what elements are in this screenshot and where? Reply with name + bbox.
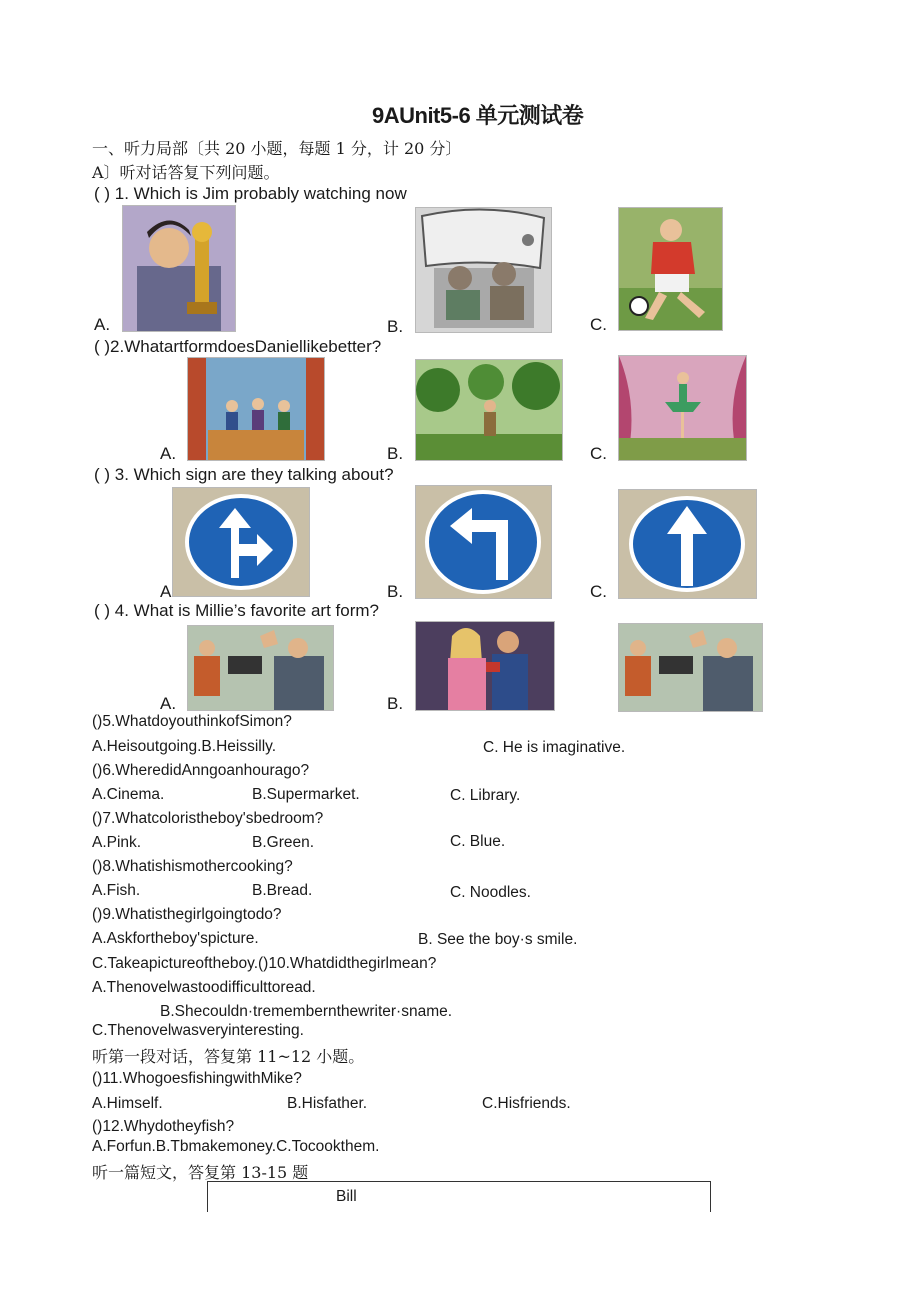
question-6: ()6.WheredidAnngoanhourago? xyxy=(92,762,310,779)
q2-option-c-label: C. xyxy=(590,444,607,463)
q10-option-a: A.Thenovelwastoodifficulttoread. xyxy=(92,979,316,996)
q2-option-a-label: A. xyxy=(160,444,177,463)
q3-image-a-straight-or-right-sign xyxy=(172,487,310,597)
q1-option-a-label: A. xyxy=(94,315,111,334)
q9-option-b: B. See the boy·s smile. xyxy=(418,931,578,948)
q6-option-a: A.Cinema. xyxy=(92,786,165,803)
q5-option-c: C. He is imaginative. xyxy=(483,739,626,756)
q1-option-c-label: C. xyxy=(590,315,607,334)
q6-option-c: C. Library. xyxy=(450,787,521,804)
q3-option-a-label: A xyxy=(160,582,172,601)
q12-options: A.Forfun.B.Tbmakemoney.C.Tocookthem. xyxy=(92,1138,380,1155)
question-3: ( ) 3. Which sign are they talking about? xyxy=(94,465,394,484)
section-heading-listening: 一、听力局部〔共 20 小题，每题 1 分，计 20 分〕 xyxy=(92,139,462,158)
section-heading-dialog: 听第一段对话，答复第 11~12 小题。 xyxy=(92,1047,365,1066)
q1-option-b-label: B. xyxy=(387,317,404,336)
question-2: ( )2.WhatartformdoesDaniellikebetter? xyxy=(94,337,382,356)
question-5: ()5.WhatdoyouthinkofSimon? xyxy=(92,713,292,730)
q9-option-c-and-question-10: C.Takeapictureoftheboy.()10.Whatdidthegirlmean? xyxy=(92,955,437,972)
question-1: ( ) 1. Which is Jim probably watching now xyxy=(94,184,407,203)
q4-image-b-stage-actors xyxy=(415,621,555,711)
q1-image-a-man-with-trophy xyxy=(122,205,236,332)
q2-option-b-label: B. xyxy=(387,444,404,463)
q5-options-ab: A.Heisoutgoing.B.Heissilly. xyxy=(92,738,277,755)
question-8: ()8.Whatishismothercooking? xyxy=(92,858,293,875)
q3-option-c-label: C. xyxy=(590,582,607,601)
q11-option-a: A.Himself. xyxy=(92,1095,163,1112)
q1-image-b-people-watching-tv xyxy=(415,207,552,333)
question-9: ()9.Whatisthegirlgoingtodo? xyxy=(92,906,282,923)
q4-image-a-film-shooting xyxy=(187,625,334,711)
section-heading-passage: 听一篇短文，答复第 13-15 题 xyxy=(92,1163,309,1182)
q3-image-b-turn-left-sign xyxy=(415,485,552,599)
q7-option-c: C. Blue. xyxy=(450,833,506,850)
question-4: ( ) 4. What is Millie’s favorite art form? xyxy=(94,601,379,620)
q1-image-c-football-player xyxy=(618,207,723,331)
q8-option-b: B.Bread. xyxy=(252,882,313,899)
q4-image-c-film-shooting xyxy=(618,623,763,712)
table-header-cell: Bill xyxy=(336,1188,357,1205)
q7-option-a: A.Pink. xyxy=(92,834,142,851)
q3-option-b-label: B. xyxy=(387,582,404,601)
q2-image-a-band-on-stage xyxy=(187,357,325,461)
q4-option-a-label: A. xyxy=(160,694,177,713)
question-12: ()12.Whydotheyfish? xyxy=(92,1118,235,1135)
q11-option-b: B.Hisfather. xyxy=(287,1095,368,1112)
q3-image-c-straight-ahead-sign xyxy=(618,489,757,599)
q7-option-b: B.Green. xyxy=(252,834,315,851)
question-7: ()7.Whatcoloristheboy'sbedroom? xyxy=(92,810,324,827)
q10-option-c: C.Thenovelwasveryinteresting. xyxy=(92,1022,304,1039)
passage-table xyxy=(207,1181,711,1212)
q2-image-c-ballet-dancer xyxy=(618,355,747,461)
question-11: ()11.WhogoesfishingwithMike? xyxy=(92,1070,302,1087)
q11-option-c: C.Hisfriends. xyxy=(482,1095,571,1112)
q10-option-b: B.Shecouldn·tremembernthewriter·sname. xyxy=(160,1003,453,1020)
q8-option-a: A.Fish. xyxy=(92,882,141,899)
q4-option-b-label: B. xyxy=(387,694,404,713)
q9-option-a: A.Askfortheboy'spicture. xyxy=(92,930,259,947)
q2-image-b-man-in-jungle xyxy=(415,359,563,461)
page-title: 9AUnit5-6 单元测试卷 xyxy=(372,103,584,128)
part-a-heading: A〕听对话答复下列问题。 xyxy=(92,163,280,182)
q8-option-c: C. Noodles. xyxy=(450,884,531,901)
q6-option-b: B.Supermarket. xyxy=(252,786,360,803)
